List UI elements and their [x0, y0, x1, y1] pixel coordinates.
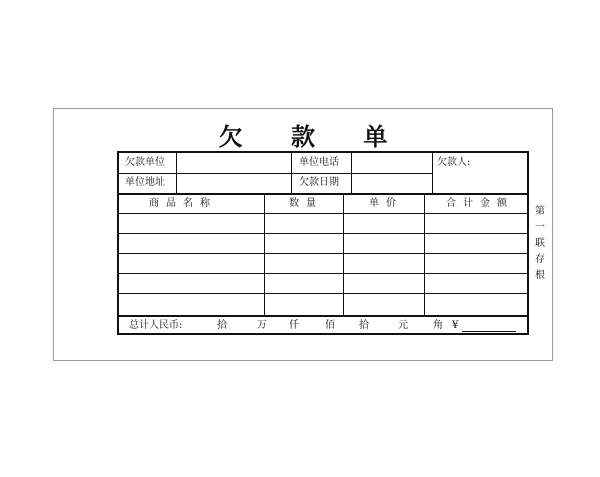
table-row[interactable] [119, 234, 527, 253]
unit-yuan: 元 [398, 320, 408, 331]
debt-slip-sheet [53, 108, 553, 361]
side-label-first-copy-stub: 第一联存根 [535, 206, 545, 281]
table-row[interactable] [119, 254, 527, 273]
unit-address-label: 单位地址 [125, 177, 165, 188]
debtor-unit-label: 欠款单位 [125, 157, 165, 168]
unit-phone-label: 单位电话 [299, 157, 339, 168]
amount-field[interactable] [462, 319, 516, 332]
unit-address-field[interactable] [177, 174, 291, 193]
unit-shi-1: 拾 [217, 320, 227, 331]
table-row[interactable] [119, 294, 527, 315]
header-product-name: 商品名称 [149, 198, 217, 209]
debt-date-label: 欠款日期 [299, 177, 339, 188]
currency-symbol: ¥ [452, 320, 459, 331]
debtor-person-label: 欠款人: [437, 157, 471, 168]
debt-date-field[interactable] [352, 174, 432, 193]
debtor-unit-field[interactable] [177, 154, 291, 173]
unit-bai: 佰 [325, 320, 335, 331]
header-quantity: 数量 [289, 198, 323, 209]
unit-shi-2: 拾 [359, 320, 369, 331]
form-title: 欠 款 单 [218, 122, 408, 151]
total-rmb-label: 总计人民币: [129, 320, 183, 331]
table-row[interactable] [119, 274, 527, 293]
header-unit-price: 单价 [369, 198, 403, 209]
unit-qian: 仟 [289, 320, 299, 331]
debtor-person-field[interactable] [479, 154, 527, 193]
table-row[interactable] [119, 214, 527, 233]
unit-phone-field[interactable] [352, 154, 432, 173]
debt-form-table [117, 151, 529, 335]
unit-jiao: 角 [433, 320, 443, 331]
unit-wan: 万 [257, 320, 267, 331]
header-total-amount: 合计金额 [446, 198, 514, 209]
